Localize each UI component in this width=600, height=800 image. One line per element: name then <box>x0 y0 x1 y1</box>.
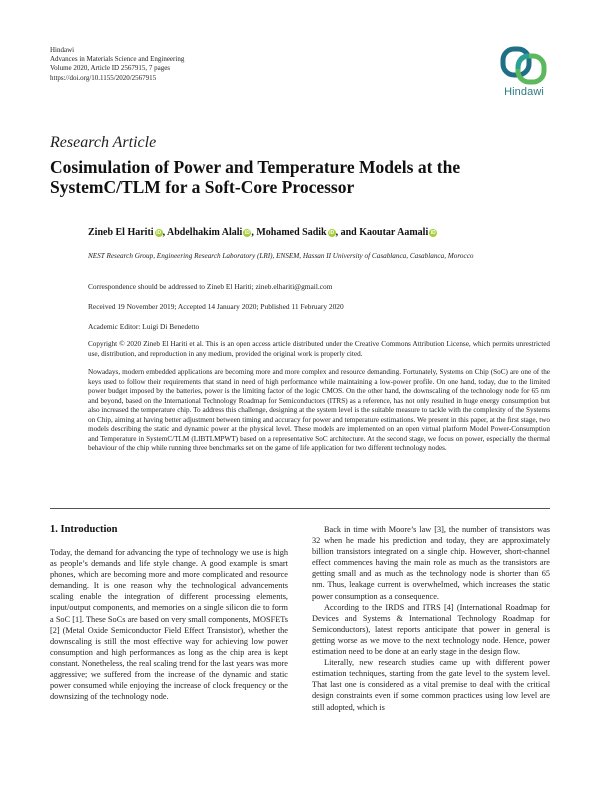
academic-editor: Academic Editor: Luigi Di Benedetto <box>88 322 200 331</box>
orcid-icon[interactable]: iD <box>156 230 162 236</box>
author-name[interactable]: Mohamed Sadik <box>256 227 327 238</box>
journal-meta <box>50 46 184 83</box>
section-heading: 1. Introduction <box>50 524 118 535</box>
body-paragraph: Back in time with Moore’s law [3], the number of transistors was 32 when he made his prediction and today, they are approximately billion transistors integrated on a single chip. However, short-channel effect commences having the main role as much as the transistors are getting small and as much as the technology node is shorter than 65 nm. Thus, leakage current is overwhelmed, which increases the static power consumption as a consequence. <box>312 525 550 601</box>
article-dates: Received 19 November 2019; Accepted 14 January 2020; Published 11 February 2020 <box>88 302 344 311</box>
abstract: Nowadays, modern embedded applications are becoming more and more complex and resource demanding. Fortunately, Systems on Chip (SoC) are one of the keys used to follow their requirements that stand in need of high performance while maintaining a low-power profile. On one hand, today, due to the limited power budget imposed by the batteries, power is the limiting factor of the logic CMOS. On the other hand, the downscaling of the technology node for 65 nm and beyond, based on the International Technology Roadmap for Semiconductors (ITRS) as a reference, has not only resulted in huge energy consumption but also increased the temperature chip. To address this challenge, designing at the system level is the suitable measure to tackle with the complexity of the Systems on Chip, aiming at having better adjustment between timing and accuracy for power and temperature estimations. We present in this paper, at the first stage, two models describing the static and dynamic power at the physical level. These models are implemented on an open virtual platform Model Power-Consumption and Temperature in SystemC/TLM (LIBTLMPWT) based on a representative SoC architecture. At the second stage, we focus on power, especially the thermal behaviour of the chip while running three benchmarks set on the game of life application for two different technology nodes. <box>88 368 550 453</box>
hindawi-logo <box>500 46 548 104</box>
author-name[interactable]: Zineb El Hariti <box>88 227 154 238</box>
correspondence: Correspondence should be addressed to Zineb El Hariti; zineb.elhariti@gmail.com <box>88 282 333 291</box>
body-paragraph: According to the IRDS and ITRS [4] (International Roadmap for Devices and Systems & International Technology Roadmap for Semiconductors), latest reports anticipate that power in general is getting worse as we move to the next technology node. Hence, power estimation need to be done at an early stage in the design flow. <box>312 602 550 657</box>
doi-link[interactable]: https://doi.org/10.1155/2020/2567915 <box>50 73 157 82</box>
body-column-left <box>50 524 288 702</box>
orcid-icon[interactable]: iD <box>430 230 436 236</box>
author-name[interactable]: Kaoutar Aamali <box>359 227 429 238</box>
body-paragraph: Today, the demand for advancing the type of technology we use is high as people’s demands and life style change. A good example is smart phones, which are becoming more and more complicated and resource demanding. It is one reason why the technological advancements scaling enable the integration of different processing elements, input/output components, and memories on a single silicon die to form a SoC [1]. These SoCs are based on very small components, MOSFETs [2] (Metal Oxide Semiconductor Field Effect Transistor), whether the downscaling is still the most effective way for achieving low power consumption and high performances as long as the chip area is kept constant. Nonetheless, the real scaling trend for the last years was more aggressive; we suffered from the increase of the dynamic and static power consumed while enjoying the increase of clock frequency or the downsizing of the technology node. <box>50 548 288 702</box>
article-type: Research Article <box>50 134 157 151</box>
author-separator: , <box>251 227 257 238</box>
body-paragraph: Literally, new research studies came up with different power estimation techniques, starting from the gate level to the system level. That last one is considered as a vital premise to deal with the critical design constraints even if some common practices using low level are still adopted, which is <box>312 658 550 712</box>
publisher-name: Hindawi <box>50 46 75 54</box>
orcid-icon[interactable]: iD <box>329 230 335 236</box>
author-separator: , and <box>335 227 360 238</box>
author-separator: , <box>162 227 168 238</box>
logo-wordmark: Hindawi <box>504 86 544 98</box>
volume-line: Volume 2020, Article ID 2567915, 7 pages <box>50 64 171 73</box>
journal-name: Advances in Materials Science and Engineering <box>50 55 185 64</box>
author-name[interactable]: Abdelhakim Alali <box>167 227 243 238</box>
section-divider <box>50 508 550 509</box>
orcid-icon[interactable]: iD <box>244 230 250 236</box>
hindawi-logo-icon <box>500 46 548 86</box>
author-list <box>88 227 568 238</box>
copyright-notice: Copyright © 2020 Zineb El Hariti et al. This is an open access article distributed under the Creative Commons Attribution License, which permits unrestricted use, distribution, and reproduction in any medium, provided the original work is properly cited. <box>88 340 550 358</box>
article-title: Cosimulation of Power and Temperature Models at the SystemC/TLM for a Soft-Core Processor <box>50 157 461 197</box>
affiliation: NEST Research Group, Engineering Research Laboratory (LRI), ENSEM, Hassan II University of Casablanca, Casablanca, Morocco <box>88 252 474 260</box>
body-column-right <box>312 524 550 713</box>
